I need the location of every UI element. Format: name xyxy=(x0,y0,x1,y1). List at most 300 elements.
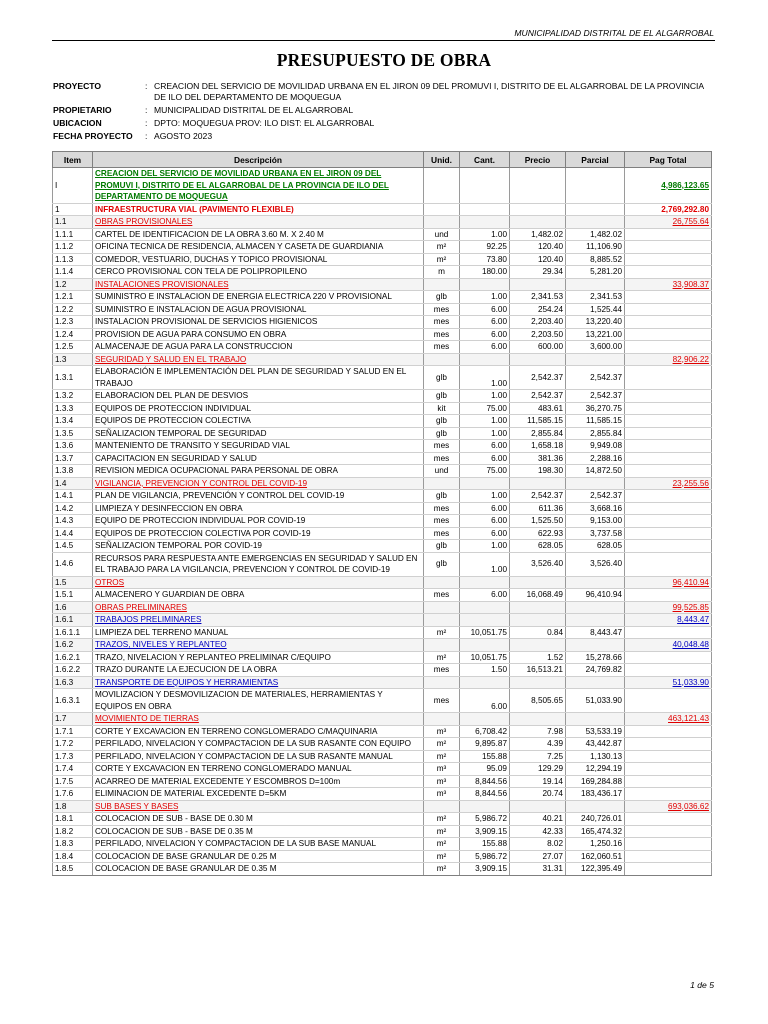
cell-total xyxy=(625,689,712,713)
table-row xyxy=(53,253,712,266)
cell-desc: CERCO PROVISIONAL CON TELA DE POLIPROPILENO xyxy=(93,266,424,279)
cell-qty: 5,986.72 xyxy=(460,813,510,826)
cell-partial: 1,525.44 xyxy=(566,303,625,316)
cell-partial: 96,410.94 xyxy=(566,589,625,602)
cell-item: 1.7.6 xyxy=(53,788,93,801)
cell-desc: PLAN DE VIGILANCIA, PREVENCIÓN Y CONTROL DEL COVID-19 xyxy=(93,490,424,503)
cell-total xyxy=(625,775,712,788)
cell-partial xyxy=(566,216,625,229)
cell-qty xyxy=(460,353,510,366)
cell-total: 96,410.94 xyxy=(625,576,712,589)
table-row xyxy=(53,415,712,428)
table-row xyxy=(53,452,712,465)
cell-item: 1.4.3 xyxy=(53,515,93,528)
cell-total: 99,525.85 xyxy=(625,601,712,614)
cell-unit: m² xyxy=(424,241,460,254)
table-row xyxy=(53,676,712,689)
cell-unit: mes xyxy=(424,440,460,453)
cell-partial: 183,436.17 xyxy=(566,788,625,801)
cell-item: 1.7.2 xyxy=(53,738,93,751)
cell-desc: SEGURIDAD Y SALUD EN EL TRABAJO xyxy=(93,353,424,366)
cell-unit: m² xyxy=(424,863,460,876)
table-row xyxy=(53,477,712,490)
cell-desc: TRAZOS, NIVELES Y REPLANTEO xyxy=(93,639,424,652)
cell-item: 1.7.4 xyxy=(53,763,93,776)
cell-partial: 162,060.51 xyxy=(566,850,625,863)
cell-desc: SUMINISTRO E INSTALACION DE ENERGIA ELECTRICA 220 V PROVISIONAL xyxy=(93,291,424,304)
cell-unit: mes xyxy=(424,689,460,713)
cell-item: 1.3.6 xyxy=(53,440,93,453)
cell-desc: CAPACITACION EN SEGURIDAD Y SALUD xyxy=(93,452,424,465)
cell-desc: CREACION DEL SERVICIO DE MOVILIDAD URBANA EN EL JIRON 09 DEL PROMUVI I, DISTRITO DE EL ALGARROBAL DE LA PROVINCIA DE ILO DEL DEPARTAMENTO DE MOQUEGUA xyxy=(93,168,424,204)
cell-total xyxy=(625,664,712,677)
cell-desc: TRAZO DURANTE LA EJECUCION DE LA OBRA xyxy=(93,664,424,677)
cell-item: 1.7.1 xyxy=(53,725,93,738)
cell-price xyxy=(510,614,566,627)
cell-item: 1.4.4 xyxy=(53,527,93,540)
table-row xyxy=(53,813,712,826)
cell-item: 1.8.2 xyxy=(53,825,93,838)
cell-price: 2,855.84 xyxy=(510,427,566,440)
cell-partial: 3,668.16 xyxy=(566,502,625,515)
cell-total xyxy=(625,415,712,428)
cell-qty: 1.00 xyxy=(460,228,510,241)
cell-item: 1.1.2 xyxy=(53,241,93,254)
table-row xyxy=(53,278,712,291)
cell-unit: m xyxy=(424,266,460,279)
cell-total xyxy=(625,328,712,341)
cell-price: 8.02 xyxy=(510,838,566,851)
cell-unit: glb xyxy=(424,415,460,428)
cell-qty: 155.88 xyxy=(460,750,510,763)
cell-qty: 155.88 xyxy=(460,838,510,851)
cell-qty: 1.00 xyxy=(460,427,510,440)
cell-price: 2,542.37 xyxy=(510,366,566,390)
cell-partial xyxy=(566,800,625,813)
cell-desc: SEÑALIZACION TEMPORAL DE SEGURIDAD xyxy=(93,427,424,440)
budget-table-body xyxy=(53,168,712,876)
cell-qty xyxy=(460,676,510,689)
cell-unit: m² xyxy=(424,838,460,851)
meta-colon: : xyxy=(145,117,148,128)
cell-desc: SEÑALIZACION TEMPORAL POR COVID-19 xyxy=(93,540,424,553)
cell-total xyxy=(625,552,712,576)
cell-qty: 6.00 xyxy=(460,440,510,453)
table-row xyxy=(53,763,712,776)
cell-total xyxy=(625,291,712,304)
cell-qty: 6.00 xyxy=(460,452,510,465)
table-row xyxy=(53,788,712,801)
cell-desc: INSTALACIONES PROVISIONALES xyxy=(93,278,424,291)
cell-partial: 14,872.50 xyxy=(566,465,625,478)
cell-unit xyxy=(424,800,460,813)
cell-desc: OBRAS PROVISIONALES xyxy=(93,216,424,229)
cell-price: 19.14 xyxy=(510,775,566,788)
cell-price xyxy=(510,601,566,614)
cell-unit xyxy=(424,639,460,652)
cell-qty: 6.00 xyxy=(460,689,510,713)
cell-partial: 2,542.37 xyxy=(566,490,625,503)
cell-qty: 73.80 xyxy=(460,253,510,266)
table-row xyxy=(53,216,712,229)
cell-item: 1.6.1.1 xyxy=(53,626,93,639)
cell-desc: ALMACENAJE DE AGUA PARA LA CONSTRUCCION xyxy=(93,341,424,354)
cell-unit: m² xyxy=(424,253,460,266)
cell-price: 0.84 xyxy=(510,626,566,639)
cell-price xyxy=(510,353,566,366)
cell-unit: glb xyxy=(424,427,460,440)
cell-unit: m³ xyxy=(424,763,460,776)
cell-unit: m³ xyxy=(424,788,460,801)
cell-total xyxy=(625,788,712,801)
cell-qty: 180.00 xyxy=(460,266,510,279)
meta-key: FECHA PROYECTO xyxy=(53,131,133,142)
cell-item: 1.3.2 xyxy=(53,390,93,403)
cell-qty: 10,051.75 xyxy=(460,626,510,639)
cell-price: 7.98 xyxy=(510,725,566,738)
cell-unit: m² xyxy=(424,850,460,863)
cell-total xyxy=(625,366,712,390)
cell-price: 3,526.40 xyxy=(510,552,566,576)
cell-desc: COMEDOR, VESTUARIO, DUCHAS Y TOPICO PROVISIONAL xyxy=(93,253,424,266)
cell-partial: 1,130.13 xyxy=(566,750,625,763)
cell-price: 20.74 xyxy=(510,788,566,801)
cell-qty: 6.00 xyxy=(460,589,510,602)
cell-price: 2,341.53 xyxy=(510,291,566,304)
table-row xyxy=(53,502,712,515)
cell-desc: LIMPIEZA Y DESINFECCION EN OBRA xyxy=(93,502,424,515)
cell-partial: 24,769.82 xyxy=(566,664,625,677)
col-header-item: Item xyxy=(53,152,93,168)
cell-unit: mes xyxy=(424,316,460,329)
cell-total: 463,121.43 xyxy=(625,713,712,726)
cell-unit: m² xyxy=(424,626,460,639)
cell-partial xyxy=(566,477,625,490)
budget-table xyxy=(52,151,712,876)
table-row xyxy=(53,527,712,540)
cell-total: 8,443.47 xyxy=(625,614,712,627)
cell-item: 1.4.6 xyxy=(53,552,93,576)
cell-qty: 8,844.56 xyxy=(460,788,510,801)
cell-partial: 15,278.66 xyxy=(566,651,625,664)
cell-qty xyxy=(460,800,510,813)
cell-desc: EQUIPOS DE PROTECCION COLECTIVA POR COVID-19 xyxy=(93,527,424,540)
cell-item: I xyxy=(53,168,93,204)
cell-price: 27.07 xyxy=(510,850,566,863)
cell-partial: 1,482.02 xyxy=(566,228,625,241)
cell-qty: 1.00 xyxy=(460,552,510,576)
cell-desc: INSTALACION PROVISIONAL DE SERVICIOS HIGIENICOS xyxy=(93,316,424,329)
table-row xyxy=(53,738,712,751)
cell-unit xyxy=(424,203,460,216)
cell-partial: 8,885.52 xyxy=(566,253,625,266)
cell-partial: 43,442.87 xyxy=(566,738,625,751)
cell-partial: 36,270.75 xyxy=(566,402,625,415)
cell-unit: mes xyxy=(424,303,460,316)
project-meta xyxy=(53,81,713,144)
cell-item: 1.8 xyxy=(53,800,93,813)
cell-total xyxy=(625,825,712,838)
col-header-unit: Unid. xyxy=(424,152,460,168)
cell-unit: mes xyxy=(424,589,460,602)
cell-item: 1.1.4 xyxy=(53,266,93,279)
cell-partial xyxy=(566,713,625,726)
table-header-row xyxy=(53,152,712,168)
cell-total xyxy=(625,452,712,465)
cell-total xyxy=(625,725,712,738)
cell-unit: glb xyxy=(424,390,460,403)
cell-total xyxy=(625,440,712,453)
cell-total xyxy=(625,515,712,528)
table-row xyxy=(53,664,712,677)
cell-partial: 3,526.40 xyxy=(566,552,625,576)
cell-qty xyxy=(460,614,510,627)
cell-desc: TRANSPORTE DE EQUIPOS Y HERRAMIENTAS xyxy=(93,676,424,689)
cell-item: 1.6 xyxy=(53,601,93,614)
cell-price: 4.39 xyxy=(510,738,566,751)
cell-partial: 11,585.15 xyxy=(566,415,625,428)
cell-desc: LIMPIEZA DEL TERRENO MANUAL xyxy=(93,626,424,639)
cell-price: 600.00 xyxy=(510,341,566,354)
cell-qty: 6.00 xyxy=(460,502,510,515)
cell-total xyxy=(625,502,712,515)
cell-item: 1.5.1 xyxy=(53,589,93,602)
table-row xyxy=(53,601,712,614)
cell-item: 1.3.5 xyxy=(53,427,93,440)
cell-total: 40,048.48 xyxy=(625,639,712,652)
table-row xyxy=(53,353,712,366)
table-row xyxy=(53,540,712,553)
cell-partial: 3,737.58 xyxy=(566,527,625,540)
cell-item: 1.2.3 xyxy=(53,316,93,329)
cell-price xyxy=(510,278,566,291)
cell-partial: 13,220.40 xyxy=(566,316,625,329)
cell-item: 1.2 xyxy=(53,278,93,291)
page-number: 1 de 5 xyxy=(690,980,714,990)
cell-qty xyxy=(460,477,510,490)
cell-unit xyxy=(424,216,460,229)
cell-qty: 8,844.56 xyxy=(460,775,510,788)
cell-desc: TRAZO, NIVELACION Y REPLANTEO PRELIMINAR C/EQUIPO xyxy=(93,651,424,664)
cell-total: 2,769,292.80 xyxy=(625,203,712,216)
cell-partial xyxy=(566,353,625,366)
table-row xyxy=(53,639,712,652)
table-row xyxy=(53,341,712,354)
table-row xyxy=(53,576,712,589)
cell-desc: ELABORACIÓN E IMPLEMENTACIÓN DEL PLAN DE SEGURIDAD Y SALUD EN EL TRABAJO xyxy=(93,366,424,390)
col-header-price: Precio xyxy=(510,152,566,168)
cell-unit xyxy=(424,676,460,689)
cell-desc: SUMINISTRO E INSTALACION DE AGUA PROVISIONAL xyxy=(93,303,424,316)
cell-item: 1.6.3.1 xyxy=(53,689,93,713)
municipality-header: MUNICIPALIDAD DISTRITAL DE EL ALGARROBAL xyxy=(514,28,714,38)
cell-desc: COLOCACION DE SUB - BASE DE 0.30 M xyxy=(93,813,424,826)
cell-price xyxy=(510,168,566,204)
table-row xyxy=(53,465,712,478)
cell-total: 51,033.90 xyxy=(625,676,712,689)
cell-partial xyxy=(566,203,625,216)
cell-qty xyxy=(460,576,510,589)
table-row xyxy=(53,203,712,216)
cell-total: 693,036.62 xyxy=(625,800,712,813)
cell-item: 1.6.2.1 xyxy=(53,651,93,664)
cell-unit xyxy=(424,614,460,627)
cell-desc: EQUIPOS DE PROTECCION COLECTIVA xyxy=(93,415,424,428)
cell-partial: 12,294.19 xyxy=(566,763,625,776)
cell-item: 1.7.5 xyxy=(53,775,93,788)
cell-desc: ELABORACION DEL PLAN DE DESVIOS xyxy=(93,390,424,403)
meta-row-proyecto xyxy=(53,81,713,103)
cell-unit: mes xyxy=(424,527,460,540)
cell-partial: 2,542.37 xyxy=(566,366,625,390)
cell-price xyxy=(510,676,566,689)
cell-price: 2,542.37 xyxy=(510,490,566,503)
cell-qty: 5,986.72 xyxy=(460,850,510,863)
cell-partial: 2,542.37 xyxy=(566,390,625,403)
cell-price: 1,482.02 xyxy=(510,228,566,241)
cell-price: 628.05 xyxy=(510,540,566,553)
cell-desc: REVISION MEDICA OCUPACIONAL PARA PERSONAL DE OBRA xyxy=(93,465,424,478)
cell-total xyxy=(625,303,712,316)
cell-qty xyxy=(460,713,510,726)
cell-total xyxy=(625,402,712,415)
cell-unit: mes xyxy=(424,341,460,354)
cell-partial: 13,221.00 xyxy=(566,328,625,341)
cell-desc: MANTENIENTO DE TRANSITO Y SEGURIDAD VIAL xyxy=(93,440,424,453)
cell-item: 1.4.5 xyxy=(53,540,93,553)
cell-desc: EQUIPO DE PROTECCION INDIVIDUAL POR COVID-19 xyxy=(93,515,424,528)
cell-item: 1.4.2 xyxy=(53,502,93,515)
table-row xyxy=(53,725,712,738)
cell-total xyxy=(625,763,712,776)
cell-qty: 75.00 xyxy=(460,465,510,478)
cell-partial: 11,106.90 xyxy=(566,241,625,254)
table-row xyxy=(53,552,712,576)
cell-price: 16,513.21 xyxy=(510,664,566,677)
cell-item: 1.6.3 xyxy=(53,676,93,689)
cell-total xyxy=(625,589,712,602)
cell-total xyxy=(625,540,712,553)
cell-item: 1.3.7 xyxy=(53,452,93,465)
cell-price: 42.33 xyxy=(510,825,566,838)
cell-qty: 1.00 xyxy=(460,366,510,390)
cell-desc: PERFILADO, NIVELACION Y COMPACTACION DE LA SUB RASANTE CON EQUIPO xyxy=(93,738,424,751)
cell-total xyxy=(625,228,712,241)
table-row xyxy=(53,241,712,254)
cell-unit: glb xyxy=(424,552,460,576)
meta-value: AGOSTO 2023 xyxy=(154,131,213,142)
cell-item: 1.3 xyxy=(53,353,93,366)
cell-partial: 2,341.53 xyxy=(566,291,625,304)
cell-qty: 1.00 xyxy=(460,540,510,553)
cell-total xyxy=(625,253,712,266)
table-row xyxy=(53,825,712,838)
cell-total xyxy=(625,341,712,354)
table-row xyxy=(53,440,712,453)
col-header-description: Descripción xyxy=(93,152,424,168)
cell-price: 31.31 xyxy=(510,863,566,876)
cell-desc: RECURSOS PARA RESPUESTA ANTE EMERGENCIAS EN SEGURIDAD Y SALUD EN EL TRABAJO PARA LA VIGILANCIA, PREVENCION Y CONTROL DE COVID-19 xyxy=(93,552,424,576)
meta-value: DPTO: MOQUEGUA PROV: ILO DIST: EL ALGARROBAL xyxy=(154,117,375,128)
cell-desc: PERFILADO, NIVELACION Y COMPACTACION DE LA SUB BASE MANUAL xyxy=(93,838,424,851)
table-row xyxy=(53,589,712,602)
cell-total xyxy=(625,813,712,826)
cell-price: 40.21 xyxy=(510,813,566,826)
table-row xyxy=(53,850,712,863)
table-row xyxy=(53,490,712,503)
cell-price: 1.52 xyxy=(510,651,566,664)
cell-unit: m² xyxy=(424,750,460,763)
cell-desc: COLOCACION DE SUB - BASE DE 0.35 M xyxy=(93,825,424,838)
cell-item: 1.1.1 xyxy=(53,228,93,241)
cell-partial xyxy=(566,278,625,291)
cell-item: 1.2.5 xyxy=(53,341,93,354)
cell-desc: OFICINA TECNICA DE RESIDENCIA, ALMACEN Y CASETA DE GUARDIANIA xyxy=(93,241,424,254)
cell-partial: 8,443.47 xyxy=(566,626,625,639)
meta-row-ubicacion xyxy=(53,118,713,129)
cell-item: 1.6.2 xyxy=(53,639,93,652)
cell-qty: 1.00 xyxy=(460,291,510,304)
cell-price xyxy=(510,477,566,490)
table-row xyxy=(53,291,712,304)
cell-total: 23,255.56 xyxy=(625,477,712,490)
cell-unit xyxy=(424,168,460,204)
cell-price: 120.40 xyxy=(510,253,566,266)
cell-partial xyxy=(566,676,625,689)
table-row xyxy=(53,838,712,851)
cell-item: 1.2.2 xyxy=(53,303,93,316)
cell-qty: 1.00 xyxy=(460,390,510,403)
cell-price: 2,203.50 xyxy=(510,328,566,341)
cell-partial: 51,033.90 xyxy=(566,689,625,713)
cell-total xyxy=(625,316,712,329)
page-title: PRESUPUESTO DE OBRA xyxy=(276,50,492,70)
cell-price: 483.61 xyxy=(510,402,566,415)
cell-total xyxy=(625,527,712,540)
table-row xyxy=(53,316,712,329)
cell-item: 1.6.1 xyxy=(53,614,93,627)
cell-unit: m³ xyxy=(424,775,460,788)
cell-desc: CORTE Y EXCAVACION EN TERRENO CONGLOMERADO C/MAQUINARIA xyxy=(93,725,424,738)
cell-price: 622.93 xyxy=(510,527,566,540)
cell-desc: CORTE Y EXCAVACION EN TERRENO CONGLOMERADO MANUAL xyxy=(93,763,424,776)
cell-desc: EQUIPOS DE PROTECCION INDIVIDUAL xyxy=(93,402,424,415)
cell-desc: ELIMINACION DE MATERIAL EXCEDENTE D=5KM xyxy=(93,788,424,801)
cell-qty: 92.25 xyxy=(460,241,510,254)
cell-desc: MOVILIZACION Y DESMOVILIZACION DE MATERIALES, HERRAMIENTAS Y EQUIPOS EN OBRA xyxy=(93,689,424,713)
cell-price: 611.36 xyxy=(510,502,566,515)
cell-qty: 6.00 xyxy=(460,515,510,528)
cell-total: 26,755.64 xyxy=(625,216,712,229)
cell-qty: 3,909.15 xyxy=(460,825,510,838)
cell-unit: m² xyxy=(424,813,460,826)
cell-item: 1.4 xyxy=(53,477,93,490)
cell-partial: 9,153.00 xyxy=(566,515,625,528)
header-rule xyxy=(52,40,715,41)
col-header-partial: Parcial xyxy=(566,152,625,168)
cell-unit xyxy=(424,601,460,614)
cell-desc: OTROS xyxy=(93,576,424,589)
cell-unit: und xyxy=(424,228,460,241)
cell-qty: 6,708.42 xyxy=(460,725,510,738)
cell-desc: MOVIMIENTO DE TIERRAS xyxy=(93,713,424,726)
cell-partial xyxy=(566,168,625,204)
cell-qty xyxy=(460,168,510,204)
cell-item: 1.1.3 xyxy=(53,253,93,266)
cell-item: 1.7.3 xyxy=(53,750,93,763)
cell-item: 1.1 xyxy=(53,216,93,229)
cell-qty: 6.00 xyxy=(460,316,510,329)
